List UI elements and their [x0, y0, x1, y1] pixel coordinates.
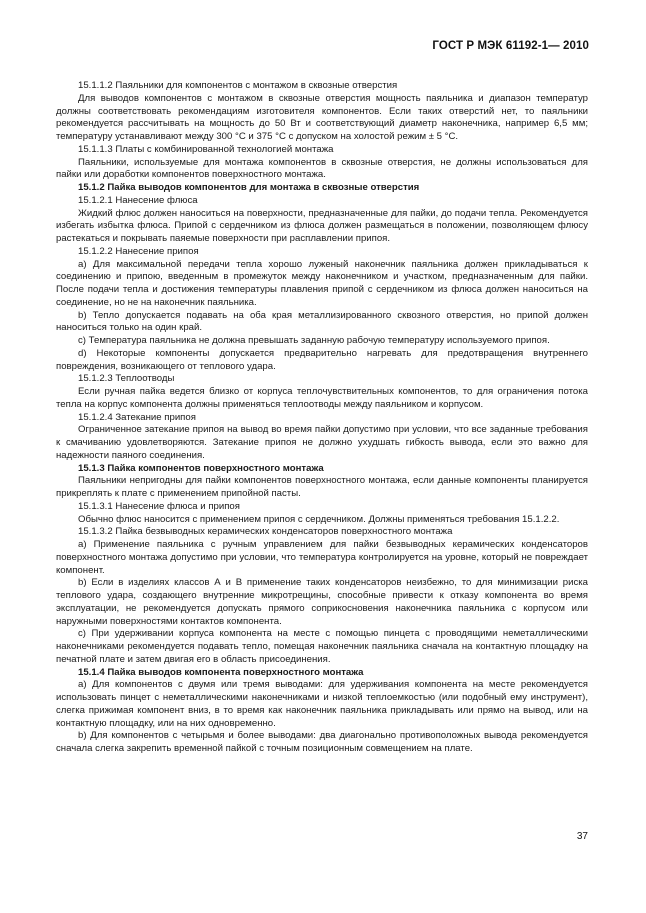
paragraph: Если ручная пайка ведется близко от корпуса теплочувствительных компонентов, то для ограничения потока тепла на корпус компонента должны применяться теплоотводы между паяльником и корпусом. [56, 386, 588, 410]
paragraph: Для выводов компонентов с монтажом в сквозные отверстия мощность паяльника и диапазон температур должны соответствовать рекомендациям изготовителя компонентов. Если таких отверстий нет, то паяльники рекомендуется рассчитывать на мощность до 50 Вт и соответствующий диаметр наконечника, например 6,5 мм; температуру устанавливают между 300 °С и 375 °С с допуском на холостой режим ± 5 °С. [56, 92, 588, 142]
section-heading: 15.1.2 Пайка выводов компонентов для монтажа в сквозные отверстия [78, 182, 420, 193]
paragraph: 15.1.2.4 Затекание припоя [78, 411, 196, 423]
paragraph: b) Для компонентов с четырьмя и более выводами: два диагонально противоположных вывода рекомендуется сначала слегка закрепить временной пайкой с точным позиционным совмещением на плате. [56, 730, 588, 754]
paragraph: Паяльники непригодны для пайки компонентов поверхностного монтажа, если данные компоненты планируется прикреплять к плате с применением припойной пасты. [56, 475, 588, 499]
section-heading: 15.1.4 Пайка выводов компонента поверхностного монтажа [78, 666, 364, 678]
paragraph: 15.1.1.2 Паяльники для компонентов с монтажом в сквозные отверстия [78, 80, 398, 91]
paragraph: c) Температура паяльника не должна превышать заданную рабочую температуру используемого припоя. [78, 335, 550, 346]
paragraph: Паяльники, используемые для монтажа компонентов в сквозные отверстия, не должны использоваться для пайки или доработки компонентов поверхностного монтажа. [56, 156, 588, 181]
paragraph: 15.1.2.1 Нанесение флюса [78, 194, 198, 206]
paragraph: 15.1.2.2 Нанесение припоя [78, 245, 199, 257]
paragraph: а) Для компонентов с двумя или тремя выводами: для удерживания компонента на месте рекомендуется использовать пинцет с неметаллическими наконечниками и низкой теплоемкостью (или подобный ему инструмент), слегка прижимая компонент вниз, в то время как наконечник паяльника прикладывать или прямо на вывод, или на контактную площадку, или на них одновременно. [56, 679, 588, 729]
paragraph: Обычно флюс наносится с применением припоя с сердечником. Должны применяться требования 15.1.2.2. [78, 513, 560, 525]
paragraph: Ограниченное затекание припоя на вывод во время пайки допустимо при условии, что все заданные требования к смачиванию удовлетворяются. Затекание припоя не должно ухудшать гибкость вывода, если это важно для надежности паяного соединения. [56, 424, 588, 461]
paragraph: b) Если в изделиях классов А и В применение таких конденсаторов неизбежно, то для минимизации риска теплового удара, создающего внутренние микротрещины, способные привести к отказу компонента во время эксплуатации, не рекомендуется допускать прямого соприкосновения наконечника паяльника с корпусом или наружными поверхностями контактов компонента. [56, 577, 588, 627]
standard-code-header: ГОСТ Р МЭК 61192-1— 2010 [432, 40, 589, 52]
paragraph: а) Применение паяльника с ручным управлением для пайки безвыводных керамических конденсаторов поверхностного монтажа допустимо при условии, что температура контролируется на уровне, который не повреждает компонент. [56, 539, 588, 576]
paragraph: а) Для максимальной передачи тепла хорошо луженый наконечник паяльника должен прикладываться к соединению и припою, введенным в промежуток между наконечником и участком, предназначенным для пайки. После подачи тепла и достижения температуры плавления припой с сердечником из флюса должен наноситься на соединение, но не на наконечник паяльника. [56, 258, 588, 308]
paragraph: c) При удерживании корпуса компонента на месте с помощью пинцета с проводящими неметаллическими наконечниками рекомендуется подавать тепло, помещая наконечник паяльника сначала на контактную площадку на печатной плате и затем двигая его в область присоединения. [56, 628, 588, 665]
paragraph: 15.1.1.3 Платы с комбинированной технологией монтажа [78, 143, 334, 155]
paragraph: b) Тепло допускается подавать на оба края металлизированного сквозного отверстия, но припой должен наноситься только на один край. [56, 309, 588, 334]
paragraph: 15.1.3.2 Пайка безвыводных керамических конденсаторов поверхностного монтажа [78, 526, 453, 538]
document-body [56, 80, 588, 756]
paragraph: 15.1.3.1 Нанесение флюса и припоя [78, 500, 240, 512]
paragraph: d) Некоторые компоненты допускается предварительно нагревать для предотвращения внутреннего повреждения, возникающего от теплового удара. [56, 347, 588, 372]
section-heading: 15.1.3 Пайка компонентов поверхностного монтажа [78, 462, 324, 474]
paragraph: 15.1.2.3 Теплоотводы [78, 373, 175, 385]
paragraph: Жидкий флюс должен наноситься на поверхности, предназначенные для пайки, до подачи тепла. Рекомендуется избегать избытка флюса. Припой с сердечником из флюса должен размещаться в положении, позволяющем флюсу растекаться и покрывать паяемые поверхности при расплавлении припоя. [56, 207, 588, 244]
page-number: 37 [576, 831, 588, 842]
